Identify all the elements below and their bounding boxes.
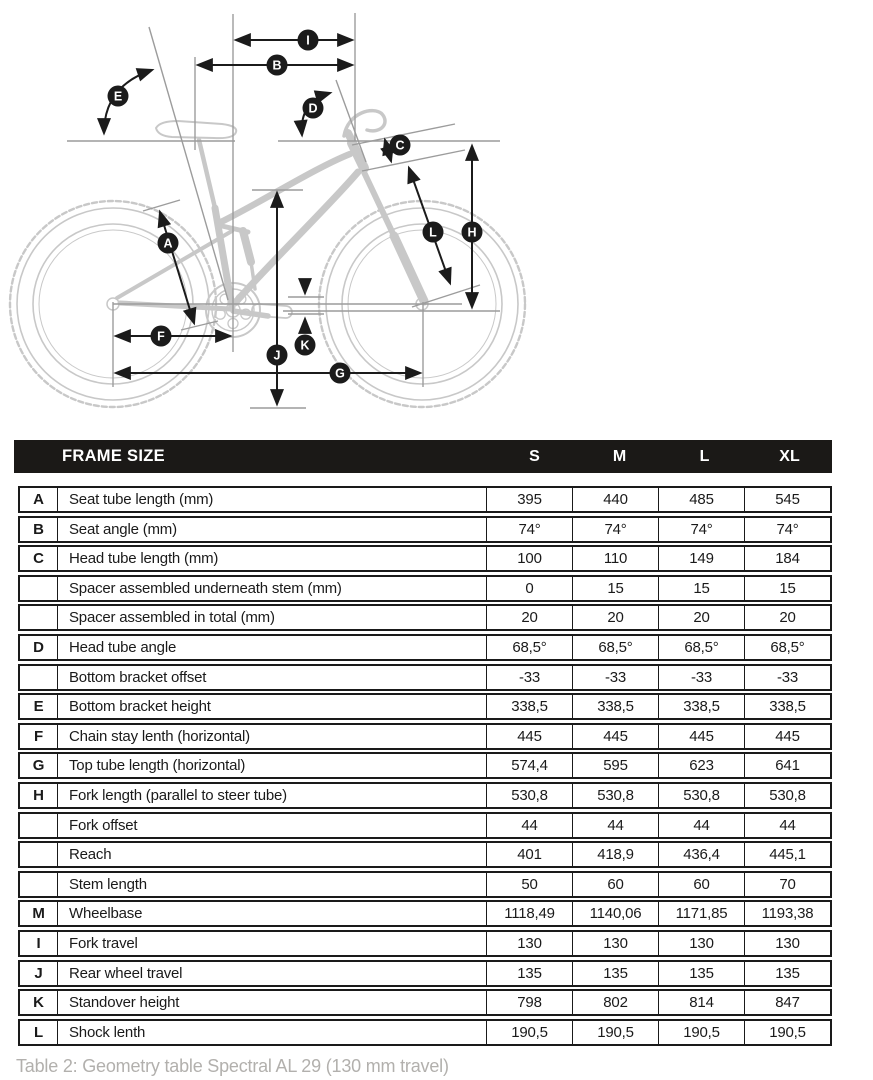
svg-text:E: E bbox=[113, 89, 123, 104]
row-letter: J bbox=[20, 962, 58, 985]
table-row bbox=[18, 752, 832, 779]
row-value: 130 bbox=[572, 932, 658, 955]
row-value: 190,5 bbox=[744, 1021, 830, 1044]
row-letter: C bbox=[20, 547, 58, 570]
row-value: 1140,06 bbox=[572, 902, 658, 925]
table-row bbox=[18, 812, 832, 839]
row-value: 74° bbox=[658, 518, 744, 541]
row-value: 130 bbox=[658, 932, 744, 955]
geometry-table-body bbox=[18, 486, 832, 1048]
row-label: Spacer assembled underneath stem (mm) bbox=[69, 579, 342, 597]
row-value: 574,4 bbox=[486, 754, 572, 777]
dim-label-badge-E bbox=[108, 86, 129, 107]
row-value: -33 bbox=[744, 666, 830, 689]
row-value: 135 bbox=[572, 962, 658, 985]
row-value: 445 bbox=[744, 725, 830, 748]
row-value: 135 bbox=[486, 962, 572, 985]
dim-label-badge-B bbox=[267, 55, 288, 76]
row-letter: E bbox=[20, 695, 58, 718]
svg-text:D: D bbox=[308, 101, 318, 116]
row-label: Fork offset bbox=[69, 816, 138, 834]
row-value: 149 bbox=[658, 547, 744, 570]
row-value: 814 bbox=[658, 991, 744, 1014]
row-value: 445 bbox=[658, 725, 744, 748]
svg-text:B: B bbox=[272, 58, 282, 73]
bike-illustration bbox=[10, 111, 525, 407]
row-value: 20 bbox=[658, 606, 744, 629]
row-value: 68,5° bbox=[572, 636, 658, 659]
column-header-s: S bbox=[529, 447, 540, 465]
dim-label-badge-A bbox=[158, 233, 179, 254]
row-value: 110 bbox=[572, 547, 658, 570]
row-letter: D bbox=[20, 636, 58, 659]
table-row bbox=[18, 782, 832, 809]
row-value: -33 bbox=[572, 666, 658, 689]
row-value: 1118,49 bbox=[486, 902, 572, 925]
table-row bbox=[18, 634, 832, 661]
row-value: 44 bbox=[658, 814, 744, 837]
row-value: 1171,85 bbox=[658, 902, 744, 925]
table-row bbox=[18, 841, 832, 868]
row-label: Bottom bracket height bbox=[69, 698, 211, 716]
row-letter bbox=[20, 666, 58, 689]
row-value: 15 bbox=[572, 577, 658, 600]
frame-size-header: FRAME SIZE bbox=[62, 447, 165, 465]
row-letter: A bbox=[20, 488, 58, 511]
table-caption: Table 2: Geometry table Spectral AL 29 (130 mm travel) bbox=[16, 1056, 449, 1076]
row-value: 50 bbox=[486, 873, 572, 896]
row-value: 485 bbox=[658, 488, 744, 511]
row-letter: G bbox=[20, 754, 58, 777]
row-value: 44 bbox=[486, 814, 572, 837]
svg-text:A: A bbox=[163, 236, 173, 251]
svg-text:K: K bbox=[300, 338, 310, 353]
diagram-letter-badges bbox=[108, 30, 483, 384]
row-label: Chain stay lenth (horizontal) bbox=[69, 727, 250, 745]
row-value: 184 bbox=[744, 547, 830, 570]
row-value: 60 bbox=[658, 873, 744, 896]
table-header bbox=[14, 440, 832, 473]
column-header-m: M bbox=[612, 447, 627, 465]
dim-label-badge-I bbox=[298, 30, 319, 51]
row-value: 44 bbox=[572, 814, 658, 837]
row-value: 60 bbox=[572, 873, 658, 896]
row-value: 190,5 bbox=[572, 1021, 658, 1044]
table-row bbox=[18, 486, 832, 513]
row-value: 847 bbox=[744, 991, 830, 1014]
row-label: Stem length bbox=[69, 875, 147, 893]
size-column-headers bbox=[492, 448, 832, 466]
row-value: 436,4 bbox=[658, 843, 744, 866]
row-letter: K bbox=[20, 991, 58, 1014]
row-label: Head tube angle bbox=[69, 638, 177, 656]
table-row bbox=[18, 871, 832, 898]
row-value: 445 bbox=[572, 725, 658, 748]
table-row bbox=[18, 575, 832, 602]
row-value: 74° bbox=[744, 518, 830, 541]
table-row bbox=[18, 545, 832, 572]
row-value: 802 bbox=[572, 991, 658, 1014]
table-row bbox=[18, 664, 832, 691]
dim-label-badge-C bbox=[390, 135, 411, 156]
row-value: 44 bbox=[744, 814, 830, 837]
dim-label-badge-J bbox=[267, 345, 288, 366]
row-value: 798 bbox=[486, 991, 572, 1014]
table-row bbox=[18, 723, 832, 750]
row-label: Wheelbase bbox=[69, 905, 143, 923]
row-value: 545 bbox=[744, 488, 830, 511]
row-label: Bottom bracket offset bbox=[69, 668, 207, 686]
row-value: 440 bbox=[572, 488, 658, 511]
row-value: 1193,38 bbox=[744, 902, 830, 925]
row-value: 641 bbox=[744, 754, 830, 777]
row-value: 445,1 bbox=[744, 843, 830, 866]
dim-label-badge-K bbox=[295, 335, 316, 356]
dimension-arrows bbox=[104, 40, 472, 404]
row-value: 623 bbox=[658, 754, 744, 777]
row-value: 130 bbox=[744, 932, 830, 955]
row-value: 20 bbox=[744, 606, 830, 629]
dim-label-badge-D bbox=[303, 98, 324, 119]
row-letter: F bbox=[20, 725, 58, 748]
table-row bbox=[18, 900, 832, 927]
svg-text:I: I bbox=[306, 33, 310, 48]
row-label: Fork length (parallel to steer tube) bbox=[69, 786, 287, 804]
row-label: Top tube length (horizontal) bbox=[69, 757, 246, 775]
row-value: 135 bbox=[658, 962, 744, 985]
row-letter: L bbox=[20, 1021, 58, 1044]
row-value: 530,8 bbox=[572, 784, 658, 807]
row-value: -33 bbox=[658, 666, 744, 689]
a-top-tick bbox=[143, 200, 180, 211]
row-value: 68,5° bbox=[486, 636, 572, 659]
row-label: Standover height bbox=[69, 994, 180, 1012]
row-label: Seat angle (mm) bbox=[69, 520, 177, 538]
row-value: 68,5° bbox=[658, 636, 744, 659]
row-value: 530,8 bbox=[658, 784, 744, 807]
row-value: 20 bbox=[486, 606, 572, 629]
row-value: 130 bbox=[486, 932, 572, 955]
row-value: 190,5 bbox=[658, 1021, 744, 1044]
c-lower-tick bbox=[362, 150, 465, 171]
row-label: Reach bbox=[69, 846, 112, 864]
row-letter bbox=[20, 577, 58, 600]
table-row bbox=[18, 1019, 832, 1046]
row-value: 445 bbox=[486, 725, 572, 748]
row-value: 0 bbox=[486, 577, 572, 600]
row-value: 338,5 bbox=[658, 695, 744, 718]
row-value: 15 bbox=[658, 577, 744, 600]
column-header-l: L bbox=[699, 447, 710, 465]
svg-text:L: L bbox=[429, 225, 437, 240]
table-row bbox=[18, 604, 832, 631]
table-row bbox=[18, 516, 832, 543]
row-value: 395 bbox=[486, 488, 572, 511]
column-header-xl: XL bbox=[779, 447, 800, 465]
row-value: 74° bbox=[486, 518, 572, 541]
row-value: 401 bbox=[486, 843, 572, 866]
row-value: -33 bbox=[486, 666, 572, 689]
row-letter bbox=[20, 873, 58, 896]
row-value: 190,5 bbox=[486, 1021, 572, 1044]
svg-text:F: F bbox=[157, 329, 165, 344]
row-label: Seat tube length (mm) bbox=[69, 491, 214, 508]
row-value: 15 bbox=[744, 577, 830, 600]
row-value: 418,9 bbox=[572, 843, 658, 866]
row-label: Rear wheel travel bbox=[69, 964, 183, 982]
row-value: 20 bbox=[572, 606, 658, 629]
row-letter bbox=[20, 843, 58, 866]
row-letter: I bbox=[20, 932, 58, 955]
table-row bbox=[18, 989, 832, 1016]
row-value: 68,5° bbox=[744, 636, 830, 659]
table-row bbox=[18, 930, 832, 957]
svg-text:G: G bbox=[335, 366, 345, 381]
dim-label-badge-L bbox=[423, 222, 444, 243]
dim-label-badge-G bbox=[330, 363, 351, 384]
table-row bbox=[18, 960, 832, 987]
bike-geometry-diagram bbox=[0, 0, 873, 437]
row-label: Shock lenth bbox=[69, 1023, 146, 1041]
svg-text:J: J bbox=[273, 348, 281, 363]
row-letter bbox=[20, 814, 58, 837]
row-letter: B bbox=[20, 518, 58, 541]
row-value: 530,8 bbox=[744, 784, 830, 807]
row-label: Spacer assembled in total (mm) bbox=[69, 609, 275, 627]
dim-label-badge-H bbox=[462, 222, 483, 243]
row-label: Head tube length (mm) bbox=[69, 550, 219, 568]
row-value: 338,5 bbox=[744, 695, 830, 718]
row-value: 100 bbox=[486, 547, 572, 570]
row-value: 530,8 bbox=[486, 784, 572, 807]
row-letter bbox=[20, 606, 58, 629]
svg-text:H: H bbox=[467, 225, 477, 240]
dim-label-badge-F bbox=[151, 326, 172, 347]
row-value: 74° bbox=[572, 518, 658, 541]
seat-tube-extension-line bbox=[149, 27, 228, 300]
row-letter: M bbox=[20, 902, 58, 925]
row-value: 338,5 bbox=[572, 695, 658, 718]
row-value: 595 bbox=[572, 754, 658, 777]
row-value: 135 bbox=[744, 962, 830, 985]
table-row bbox=[18, 693, 832, 720]
svg-text:C: C bbox=[395, 138, 405, 153]
row-letter: H bbox=[20, 784, 58, 807]
row-label: Fork travel bbox=[69, 934, 138, 952]
row-value: 70 bbox=[744, 873, 830, 896]
row-value: 338,5 bbox=[486, 695, 572, 718]
